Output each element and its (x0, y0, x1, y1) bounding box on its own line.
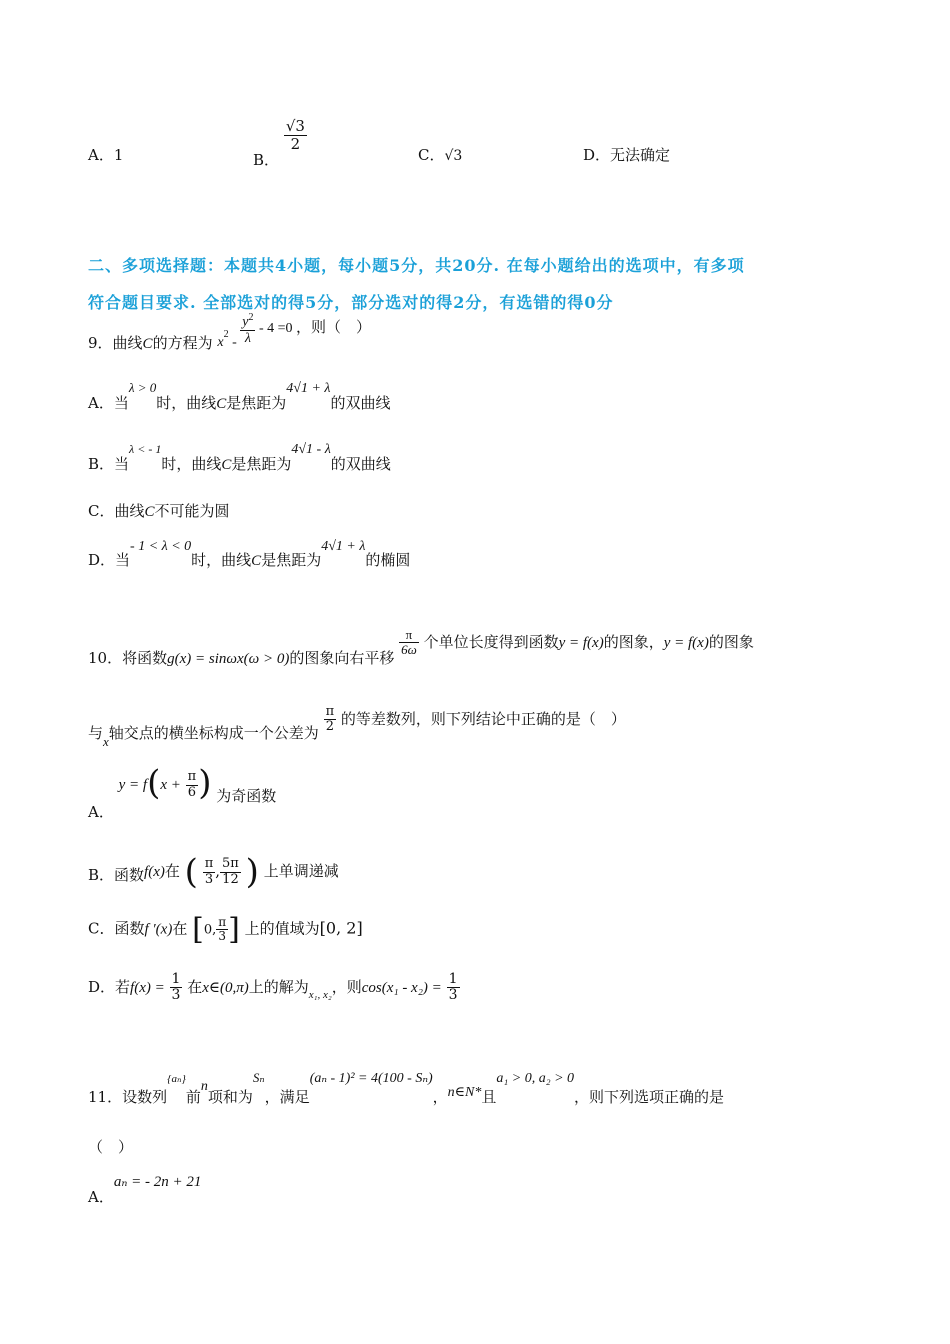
section-2-line-1: 二、多项选择题：本题共4小题，每小题5分，共20分. 在每小题给出的选项中，有多项 (88, 256, 745, 275)
q8-option-b-num: √3 (285, 117, 305, 135)
q9-equation: $x^2$ - $\frac{y^2}{\lambda}$ - 4 =0 (217, 312, 293, 351)
q8-option-b-label: B． (253, 151, 280, 169)
q10-option-d: D．若f(x) = $\frac{1}{3}$ 在x∈(0,π)上的解为$_{x_1, x_2}$，则cos(x₁ - x₂) = $\frac{1}{3}$ (88, 971, 458, 1004)
q8-option-d: D．无法确定 (583, 146, 671, 164)
q10-line-1: 10．将函数g(x) = sinωx(ω > 0)的图象向右平移 $\frac{\pi}{6\omega}$ 个单位长度得到函数y = f(x)的图象，y = f(x)的图象 (88, 627, 754, 667)
q9-stem: 9．曲线C的方程为 $x^2$ - $\frac{y^2}{\lambda}$ - 4 =0 ，则（ ） (88, 312, 372, 353)
q9-option-d: D．当- 1 < λ < 0时，曲线C是焦距为4√1 + λ的椭圆 (88, 539, 411, 569)
q10-option-c: C．函数f ′(x)在 [0, $\frac{\pi}{3}$ ] 上的值域为[0, 2] (88, 912, 363, 947)
q8-option-b-den: 2 (290, 134, 301, 153)
q10-option-a: A． y = f(x + $\frac{\pi}{6}$ ) 为奇函数 (88, 763, 277, 821)
q11-paren: （ ） (88, 1138, 134, 1156)
q9-option-b: B．当λ < - 1时，曲线C是焦距为4√1 - λ的双曲线 (88, 442, 391, 473)
q8-option-c (418, 144, 462, 165)
q9-option-a: A．当λ > 0时，曲线C是焦距为4√1 + λ的双曲线 (88, 380, 391, 412)
q8-option-c-label: C． (418, 146, 445, 164)
q8-option-a: A．1 (88, 146, 124, 164)
q10-line-2: 与x轴交点的横坐标构成一个公差为 $\frac{\pi}{2}$ 的等差数列，则下列结论中正确的是（ ） (88, 704, 626, 749)
q11-stem: 11．设数列{aₙ}前n项和为Sₙ，满足(aₙ - 1)² = 4(100 - Sₙ)，n∈N*且a₁ > 0, a₂ > 0，则下列选项正确的是 (88, 1070, 725, 1106)
q8-option-b (253, 117, 307, 169)
q8-option-c-val: √3 (444, 148, 463, 164)
q11-option-a: A．aₙ = - 2n + 21 (88, 1174, 202, 1206)
q10-option-b: B．函数f(x)在 ( $\frac{\pi}{3}$ , $\frac{5\pi}{12}$ ) 上单调递减 (88, 852, 339, 892)
section-2-line-2: 符合题目要求. 全部选对的得5分，部分选对的得2分，有选错的得0分 (88, 293, 614, 312)
q9-option-c: C．曲线C不可能为圆 (88, 502, 230, 520)
